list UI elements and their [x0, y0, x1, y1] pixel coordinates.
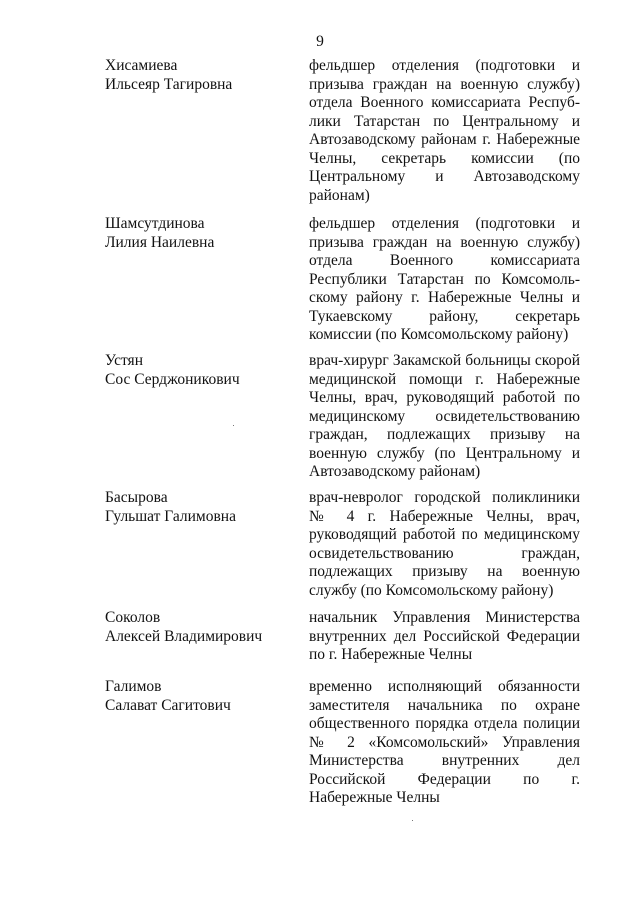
list-item: [105, 352, 580, 482]
scan-speck: [412, 820, 413, 821]
list-item: [105, 609, 580, 665]
position-description: врач-хирург Закамской больницы скорой медицинской помощи г. Набережные Челны, врач, руководящий работой по медицинскому освидетельствованию граждан, подлежащих призыву на военную службу (по Центральному и Автозаводскому районам): [309, 352, 580, 480]
surname: Устян: [105, 352, 143, 369]
given-names: Алексей Владимирович: [105, 627, 263, 645]
person-name: [105, 678, 295, 808]
surname: Шамсутдинова: [105, 215, 205, 232]
surname: Галимов: [105, 678, 162, 695]
page-number: 9: [316, 33, 324, 50]
surname: Хисамиева: [105, 57, 178, 74]
position-description: временно исполняющий обязанности заместителя начальника по охране общественного порядка отдела полиции № 2 «Комсомольский» Управления Министерства внутренних дел Российской Федерации по г. Набережные Челны: [309, 678, 580, 806]
list-item: [105, 489, 580, 600]
person-name: [105, 352, 295, 482]
given-names: Лилия Наилевна: [105, 233, 215, 251]
person-name: [105, 609, 295, 665]
person-name: [105, 57, 295, 205]
person-name: [105, 489, 295, 600]
position-description: начальник Управления Министерства внутренних дел Российской Федерации по г. Набережные Челны: [309, 609, 580, 663]
surname: Басырова: [105, 489, 168, 506]
list-item: [105, 678, 580, 808]
list-item: [105, 57, 580, 205]
person-name: [105, 215, 295, 345]
scan-speck: [233, 425, 234, 426]
given-names: Ильсеяр Тагировна: [105, 75, 233, 93]
surname: Соколов: [105, 609, 161, 626]
position-description: фельдшер отделения (подготовки и призыва граждан на военную службу) отдела Военного комиссариата Республики Татарстан по Центральному и Автозаводскому районам г. Набережные Челны, секретарь комиссии (по Центральному и Автозаводскому районам): [309, 57, 580, 204]
position-description: фельдшер отделения (подготовки и призыва граждан на военную службу) отдела Военного комиссариата Республики Татарстан по Комсомольскому району г. Набережные Челны и Тукаевскому району, секретарь комиссии (по Комсомольскому району): [309, 215, 580, 343]
list-item: [105, 215, 580, 345]
given-names: Гульшат Галимовна: [105, 507, 236, 525]
given-names: Сос Серджоникович: [105, 370, 240, 388]
position-description: врач-невролог городской поликлиники № 4 г. Набережные Челны, врач, руководящий работой по медицинскому освидетельствованию граждан, подлежащих призыву на военную службу (по Комсомольскому району): [309, 489, 580, 599]
given-names: Салават Сагитович: [105, 696, 231, 714]
